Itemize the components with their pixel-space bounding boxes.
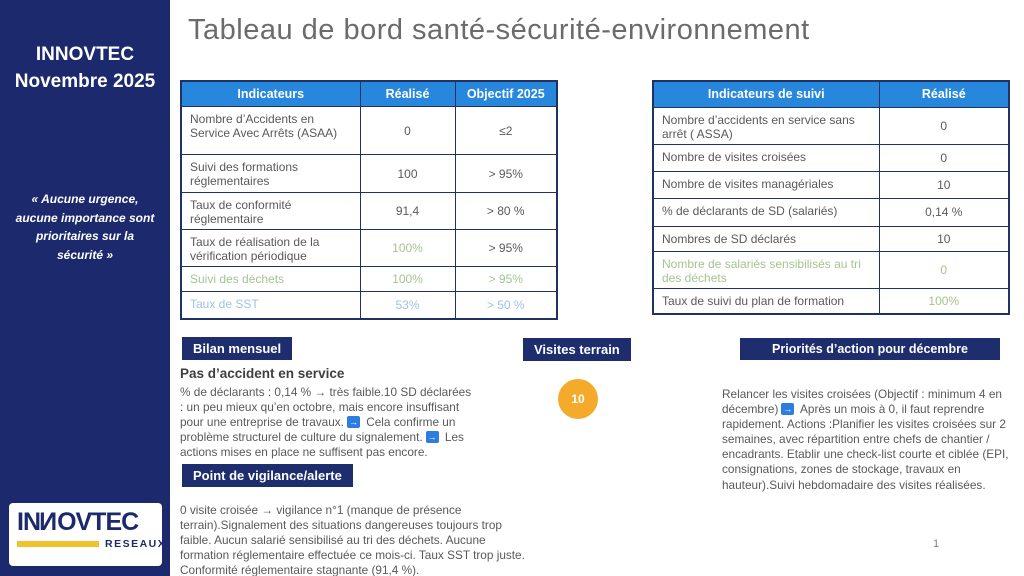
indicator-label: Taux de conformité réglementaire	[181, 193, 360, 230]
vigilance-badge: Point de vigilance/alerte	[182, 464, 353, 487]
table-row	[181, 155, 557, 193]
suivi-realise: 0,14 %	[879, 198, 1009, 226]
suivi-realise: 0	[879, 107, 1009, 144]
priorites-badge: Priorités d’action pour décembre	[740, 338, 1000, 360]
table-row	[653, 171, 1009, 198]
indicator-label: Suivi des déchets	[181, 267, 360, 292]
indicator-realise: 53%	[360, 292, 455, 319]
arrow-icon: →	[427, 432, 437, 443]
company-logo	[9, 503, 167, 566]
indicator-objectif: > 80 %	[455, 193, 557, 230]
suivi-label: Nombres de SD déclarés	[653, 226, 879, 251]
arrow-icon: →	[348, 417, 358, 428]
indicator-realise: 0	[360, 107, 455, 155]
org-name: INNOVTEC	[35, 44, 135, 65]
logo-text-part2: OVTEC	[57, 508, 139, 536]
indicator-realise: 100%	[360, 230, 455, 267]
table-row	[653, 107, 1009, 144]
indicator-label: Suivi des formations réglementaires	[181, 155, 360, 193]
bilan-mensuel-badge: Bilan mensuel	[182, 337, 292, 360]
indicator-label: Taux de réalisation de la vérification périodique	[181, 230, 360, 267]
page-title: Tableau de bord santé-sécurité-environnement	[188, 14, 810, 46]
table-row	[653, 251, 1009, 288]
logo-subtitle: RESEAUX	[105, 538, 167, 550]
table-row	[653, 144, 1009, 171]
table-row	[653, 288, 1009, 314]
indicator-objectif: ≤2	[455, 107, 557, 155]
visites-count-circle: 10	[558, 379, 598, 419]
page-number: 1	[933, 538, 940, 550]
table-row	[653, 226, 1009, 251]
indicator-label: Nombre d’Accidents en Service Avec Arrêts (ASAA)	[181, 107, 360, 155]
suivi-label: Nombre de visites managériales	[653, 171, 879, 198]
indicator-label: Taux de SST	[181, 292, 360, 319]
sidebar-title	[0, 42, 170, 95]
suivi-realise: 10	[879, 226, 1009, 251]
table-row	[181, 193, 557, 230]
table-row	[181, 292, 557, 319]
col-header-realise: Réalisé	[360, 81, 455, 107]
logo-yellow-bar	[17, 541, 99, 547]
suivi-realise: 10	[879, 171, 1009, 198]
safety-quote: « Aucune urgence, aucune importance sont prioritaires sur la sécurité »	[15, 192, 155, 262]
table-row	[181, 230, 557, 267]
bilan-body-text: % de déclarants : 0,14 % → très faible.10 SD déclarées : un peu mieux qu’en octobre, mais encore insuffisant pour une entreprise de travaux. → Cela confirme un problème structurel de culture du signalement. → Les actions mises en place ne suffisent pas encore.	[180, 385, 472, 460]
col-header-indicateurs-suivi: Indicateurs de suivi	[653, 81, 879, 107]
indicator-objectif: > 95%	[455, 230, 557, 267]
indicator-realise: 100	[360, 155, 455, 193]
indicator-realise: 100%	[360, 267, 455, 292]
logo-reversed-n: N	[40, 508, 58, 536]
col-header-realise: Réalisé	[879, 81, 1009, 107]
arrow-icon: →	[783, 404, 793, 415]
logo-sub-row	[17, 538, 167, 550]
suivi-label: Nombre de salariés sensibilisés au tri des déchets	[653, 251, 879, 288]
table-header-row	[653, 81, 1009, 107]
suivi-label: Nombre de visites croisées	[653, 144, 879, 171]
priorites-body-text: Relancer les visites croisées (Objectif : minimum 4 en décembre) → Après un mois à 0, il faut reprendre rapidement. Actions :Planifier les visites croisées sur 2 semaines, avec répartition entre chefs de chantier / encadrants. Etablir une check-list courte et ciblée (EPI, consignations, zones de stockage, travaux en hauteur).Suivi hebdomadaire des visites réalisées.	[722, 387, 1009, 492]
indicator-realise: 91,4	[360, 193, 455, 230]
table-row	[653, 198, 1009, 226]
sidebar	[0, 0, 170, 576]
suivi-label: Taux de suivi du plan de formation	[653, 288, 879, 314]
visites-terrain-badge: Visites terrain	[523, 338, 631, 361]
suivi-table	[652, 80, 1010, 315]
suivi-label: % de déclarants de SD (salariés)	[653, 198, 879, 226]
suivi-realise: 0	[879, 251, 1009, 288]
suivi-label: Nombre d’accidents en service sans arrêt ( ASSA)	[653, 107, 879, 144]
table-header-row	[181, 81, 557, 107]
indicator-objectif: > 50 %	[455, 292, 557, 319]
logo-text-part1: IN	[17, 508, 40, 536]
indicator-objectif: > 95%	[455, 267, 557, 292]
table-row	[181, 107, 557, 155]
suivi-realise: 0	[879, 144, 1009, 171]
vigilance-body-text: 0 visite croisée → vigilance n°1 (manque de présence terrain).Signalement des situations dangereuses toujours trop faible. Aucun salarié sensibilisé au tri des déchets. Aucune formation réglementaire effectuée ce mois-ci. Taux SST trop juste. Conformité réglementaire stagnante (91,4 %).	[180, 503, 525, 576]
table-row	[181, 267, 557, 292]
period-label: Novembre 2025	[14, 70, 156, 92]
col-header-objectif: Objectif 2025	[455, 81, 557, 107]
indicators-table	[180, 80, 558, 320]
logo-wordmark	[17, 510, 154, 535]
indicator-objectif: > 95%	[455, 155, 557, 193]
col-header-indicateurs: Indicateurs	[181, 81, 360, 107]
bilan-heading: Pas d’accident en service	[180, 366, 345, 381]
suivi-realise: 100%	[879, 288, 1009, 314]
